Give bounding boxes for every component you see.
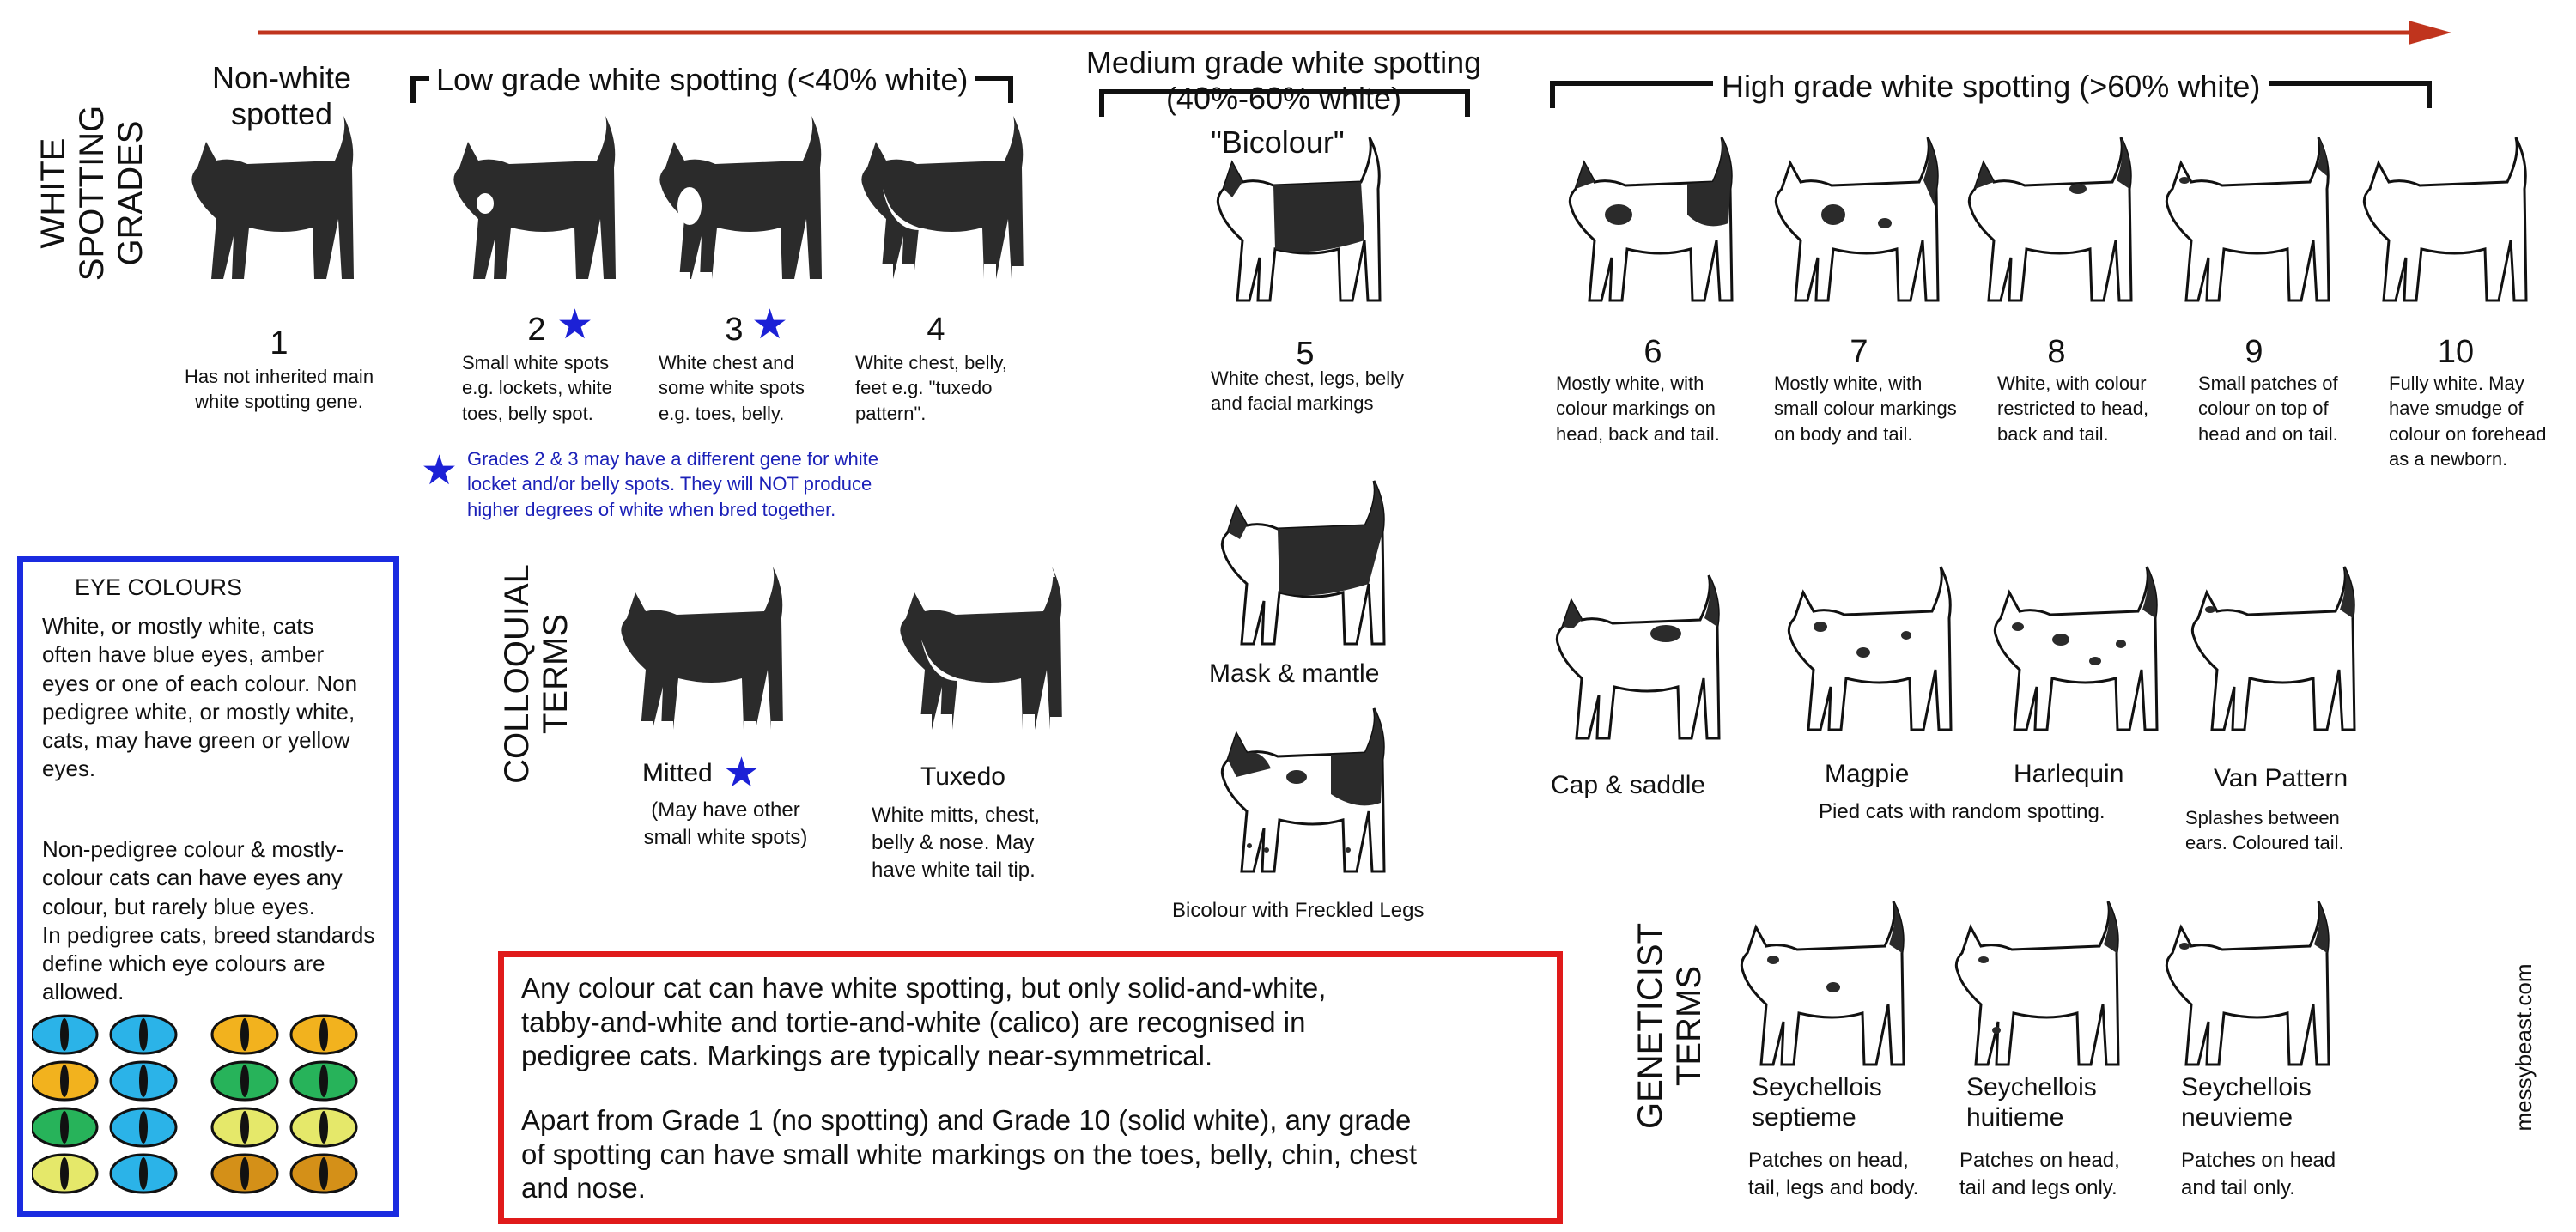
mask-mantle-label: Mask & mantle (1209, 659, 1380, 688)
grade-1-description: Has not inherited main white spotting gene. (184, 366, 374, 413)
grade-2-star-icon: ★ (556, 302, 594, 348)
star-note: Grades 2 & 3 may have a different gene for white locket and/or belly spots. They will NOT produce higher degrees of white when bred together. (467, 448, 878, 520)
grade-2-number: 2 (527, 312, 546, 348)
mitted-label: Mitted (642, 759, 713, 787)
bicolour-header: "Bicolour" (1211, 124, 1345, 160)
grade-9-number: 9 (2245, 334, 2263, 370)
tuxedo-note: White mitts, chest, belly & nose. May have white tail tip. (872, 804, 1041, 882)
grade-8-number: 8 (2047, 334, 2066, 370)
grade-6-number: 6 (1643, 334, 1662, 370)
grade-3-number: 3 (725, 312, 744, 348)
eye-swatch (291, 1155, 356, 1193)
cat-tuxedo (880, 558, 1069, 747)
cat-grade-8 (1949, 129, 2138, 318)
eye-colours-panel (17, 556, 399, 1217)
eye-colours-para1: White, or mostly white, cats often have blue eyes, amber eyes or one of each colour. Non pedigree white, or mostly white, cats, may have green or yellow eyes. (42, 613, 358, 782)
colloquial-terms-title: COLLOQUIAL TERMS (498, 564, 574, 784)
cat-van-pattern (2172, 558, 2361, 747)
note-para1: Any colour cat can have white spotting, but only solid-and-white, tabby-and-white and tortie-and-white (calico) are recognised in pedigree cats. Markings are typically near-symmetrical. (521, 972, 1327, 1072)
tuxedo-label: Tuxedo (920, 762, 1005, 791)
eye-swatch (212, 1155, 277, 1193)
eye-swatch (291, 1108, 356, 1146)
harlequin-label: Harlequin (2014, 760, 2124, 788)
white-spotting-grades-title: WHITE SPOTTING GRADES (34, 105, 149, 282)
cat-grade-7 (1756, 129, 1945, 318)
grade-1-number: 1 (270, 325, 289, 361)
grade-4-description: White chest, belly, feet e.g. "tuxedo pattern". (855, 352, 1007, 424)
grade-9-description: Small patches of colour on top of head and on tail. (2198, 373, 2338, 445)
grade-10-number: 10 (2437, 334, 2475, 370)
cat-grade-10 (2344, 129, 2533, 318)
grade-3-star-icon: ★ (751, 302, 789, 348)
grade-2-description: Small white spots e.g. lockets, white toes, belly spot. (462, 352, 612, 424)
grade-7-number: 7 (1850, 334, 1868, 370)
star-note-icon: ★ (421, 448, 459, 494)
grade-5-description: White chest, legs, belly and facial markings (1211, 367, 1404, 415)
mitted-note: (May have other small white spots) (643, 798, 808, 849)
van-pattern-label: Van Pattern (2214, 764, 2348, 792)
non-white-header: Non-white spotted (211, 60, 352, 131)
eye-swatch (32, 1155, 97, 1193)
cat-seychellois-neuvieme (2147, 893, 2336, 1082)
seychellois-septieme-note: Patches on head, tail, legs and body. (1748, 1149, 1919, 1199)
seychellois-huitieme-label: Seychellois huitieme (1966, 1073, 2097, 1132)
note-para2: Apart from Grade 1 (no spotting) and Grade 10 (solid white), any grade of spotting can have small white markings on the toes, belly, chin, chest and nose. (521, 1104, 1418, 1205)
cat-grade-9 (2147, 129, 2336, 318)
seychellois-neuvieme-label: Seychellois neuvieme (2181, 1073, 2312, 1132)
white-spotting-note-panel (498, 951, 1563, 1224)
eye-colours-para2: Non-pedigree colour & mostly- colour cats can have eyes any colour, but rarely blue eyes. In pedigree cats, breed standards define which eye colours are allowed. (42, 836, 375, 1005)
pied-note: Pied cats with random spotting. (1819, 800, 2105, 823)
mitted-star-icon: ★ (723, 750, 761, 796)
geneticist-terms-title: GENETICIST TERMS (1631, 922, 1708, 1130)
cat-seychellois-huitieme (1936, 893, 2125, 1082)
seychellois-neuvieme-note: Patches on head and tail only. (2181, 1149, 2336, 1199)
eye-swatch (111, 1108, 176, 1146)
medium-grade-header: Medium grade white spotting (40%-60% white) (1085, 45, 1482, 116)
seychellois-septieme-label: Seychellois septieme (1752, 1073, 1882, 1132)
grade-8-description: White, with colour restricted to head, back and tail. (1997, 373, 2149, 445)
cat-mitted (601, 558, 790, 747)
grade-5-number: 5 (1296, 336, 1315, 372)
eye-swatch (111, 1016, 176, 1053)
credit-text: messybeast.com (2511, 963, 2537, 1132)
eye-swatch (111, 1155, 176, 1193)
eye-colours-title: EYE COLOURS (75, 574, 243, 600)
eye-swatch (291, 1016, 356, 1053)
cat-cap-saddle (1537, 567, 1726, 756)
eye-swatch (212, 1062, 277, 1100)
eye-swatch (32, 1108, 97, 1146)
cat-grade-1 (172, 107, 361, 296)
cat-seychellois-septieme (1722, 893, 1911, 1082)
grade-4-number: 4 (927, 312, 945, 348)
cat-mask-mantle (1202, 472, 1391, 661)
bicolour-freckled-label: Bicolour with Freckled Legs (1172, 899, 1425, 922)
eye-swatch (32, 1016, 97, 1053)
grade-10-description: Fully white. May have smudge of colour on forehead as a newborn. (2389, 373, 2547, 470)
cap-saddle-label: Cap & saddle (1551, 771, 1706, 799)
cat-grade-2 (434, 107, 623, 296)
high-grade-header: High grade white spotting (>60% white) (1713, 69, 2269, 105)
eye-swatch (291, 1062, 356, 1100)
seychellois-huitieme-note: Patches on head, tail and legs only. (1959, 1149, 2120, 1199)
grade-6-description: Mostly white, with colour markings on head, back and tail. (1556, 373, 1720, 445)
cat-grade-6 (1550, 129, 1739, 318)
eye-colour-swatches (32, 1009, 392, 1206)
cat-harlequin (1975, 558, 2164, 747)
cat-magpie (1769, 558, 1958, 747)
cat-grade-4 (841, 107, 1030, 296)
grade-3-description: White chest and some white spots e.g. toes, belly. (659, 352, 805, 424)
cat-grade-3 (640, 107, 829, 296)
eye-swatch (212, 1016, 277, 1053)
magpie-label: Magpie (1825, 760, 1910, 788)
eye-swatch (111, 1062, 176, 1100)
grade-7-description: Mostly white, with small colour markings on body and tail. (1774, 373, 1957, 445)
cat-bicolour-freckled (1202, 700, 1391, 889)
low-grade-header: Low grade white spotting (<40% white) (429, 62, 975, 98)
van-pattern-note: Splashes between ears. Coloured tail. (2185, 807, 2344, 854)
cat-grade-5 (1198, 129, 1387, 318)
eye-swatch (32, 1062, 97, 1100)
eye-swatch (212, 1108, 277, 1146)
